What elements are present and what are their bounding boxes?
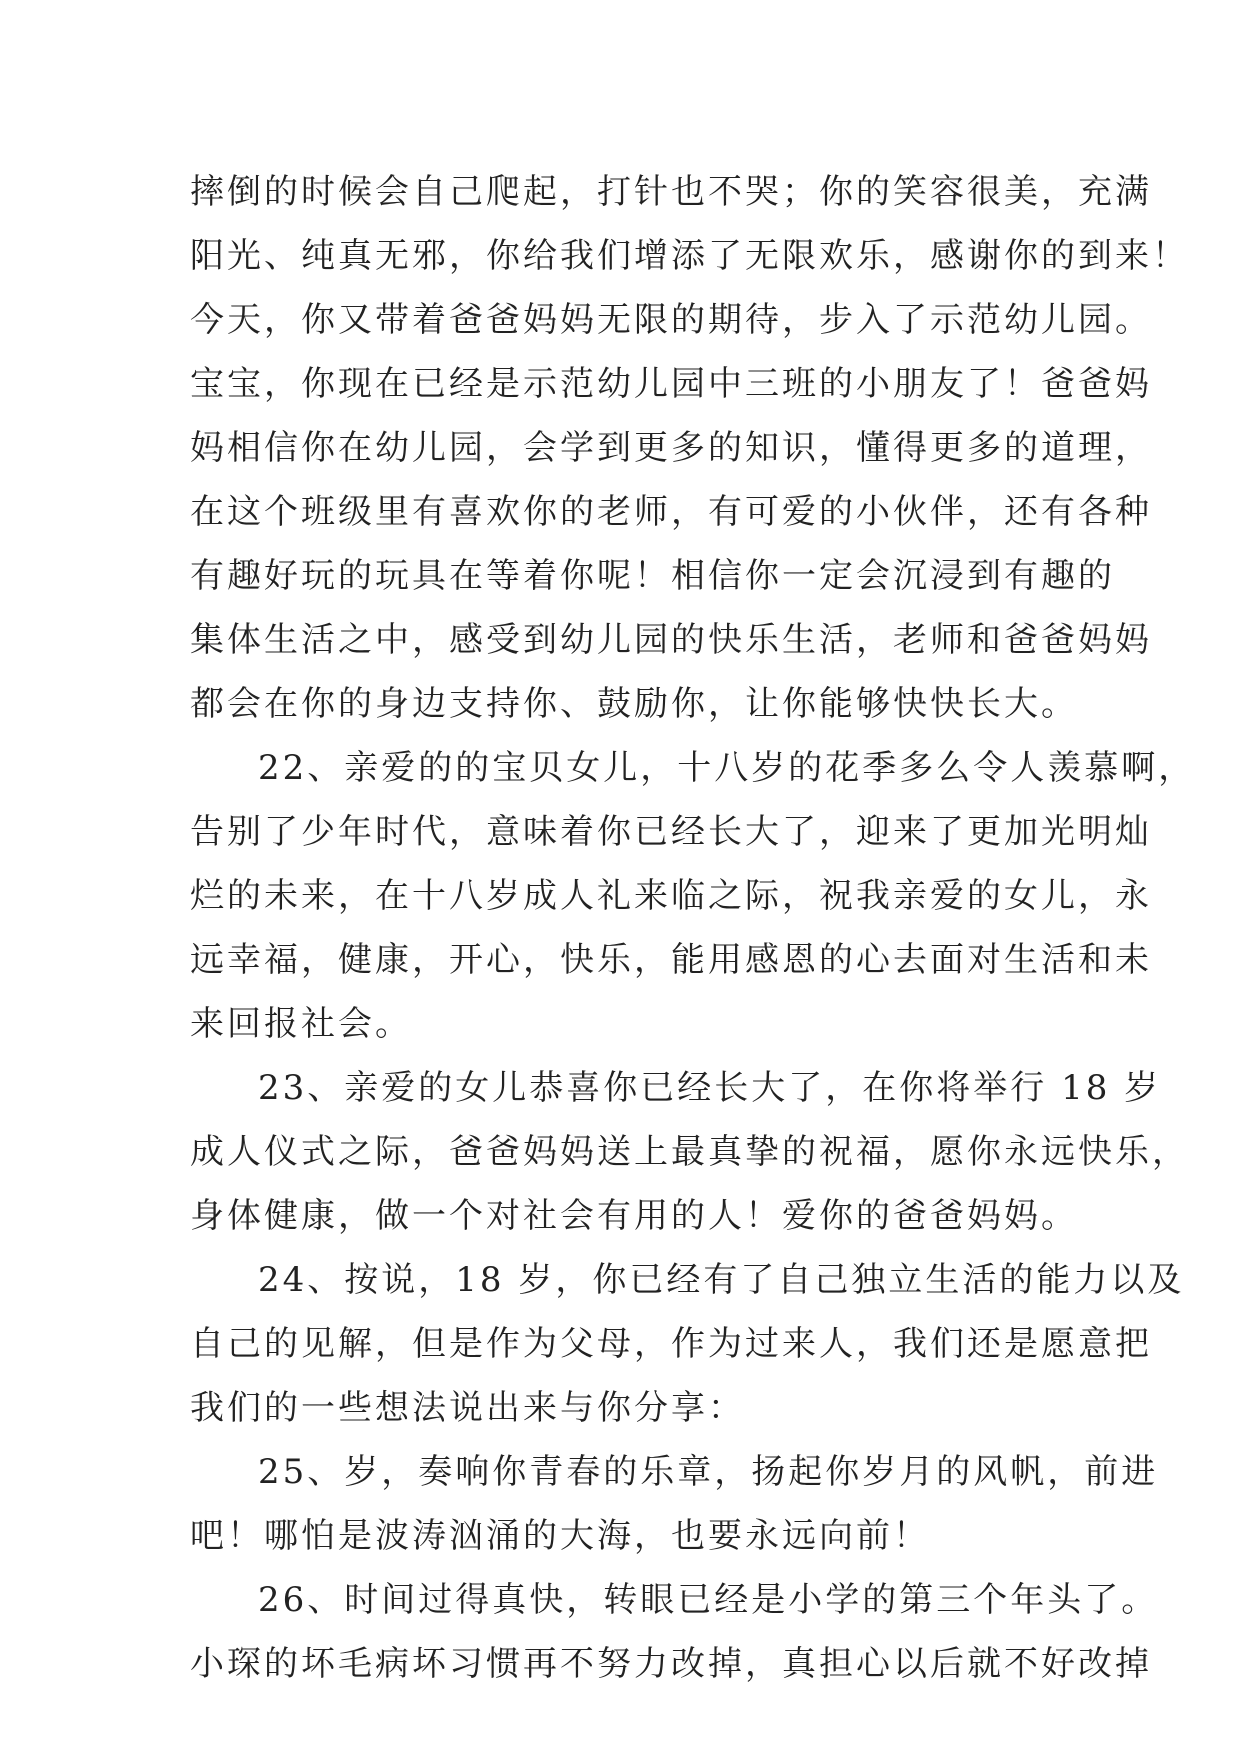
text-line: 告别了少年时代，意味着你已经长大了，迎来了更加光明灿: [190, 812, 1152, 852]
text-line: 烂的未来，在十八岁成人礼来临之际，祝我亲爱的女儿，永: [190, 876, 1152, 916]
text-line: 在这个班级里有喜欢你的老师，有可爱的小伙伴，还有各种: [190, 492, 1152, 532]
text-line: 来回报社会。: [190, 1004, 412, 1044]
paragraph-first-line: 22、亲爱的的宝贝女儿，十八岁的花季多么令人羡慕啊，: [258, 748, 1196, 788]
text-line: 集体生活之中，感受到幼儿园的快乐生活，老师和爸爸妈妈: [190, 620, 1152, 660]
text-line: 宝宝，你现在已经是示范幼儿园中三班的小朋友了！爸爸妈: [190, 364, 1152, 404]
text-line: 成人仪式之际，爸爸妈妈送上最真挚的祝福，愿你永远快乐，: [190, 1132, 1189, 1172]
paragraph-first-line: 24、按说，18 岁，你已经有了自己独立生活的能力以及: [258, 1260, 1185, 1300]
text-line: 自己的见解，但是作为父母，作为过来人，我们还是愿意把: [190, 1324, 1152, 1364]
text-line: 远幸福，健康，开心，快乐，能用感恩的心去面对生活和未: [190, 940, 1152, 980]
paragraph-first-line: 23、亲爱的女儿恭喜你已经长大了，在你将举行 18 岁: [258, 1068, 1162, 1108]
text-line: 都会在你的身边支持你、鼓励你，让你能够快快长大。: [190, 684, 1078, 724]
text-line: 小琛的坏毛病坏习惯再不努力改掉，真担心以后就不好改掉: [190, 1644, 1152, 1684]
document-body: [190, 160, 1196, 1696]
text-line: 吧！哪怕是波涛汹涌的大海，也要永远向前！: [190, 1516, 930, 1556]
text-line: 妈相信你在幼儿园，会学到更多的知识，懂得更多的道理，: [190, 428, 1152, 468]
text-line: 有趣好玩的玩具在等着你呢！相信你一定会沉浸到有趣的: [190, 556, 1115, 596]
paragraph-first-line: 25、岁，奏响你青春的乐章，扬起你岁月的风帆，前进: [258, 1452, 1159, 1492]
text-line: 今天，你又带着爸爸妈妈无限的期待，步入了示范幼儿园。: [190, 300, 1152, 340]
text-line: 阳光、纯真无邪，你给我们增添了无限欢乐，感谢你的到来！: [190, 236, 1189, 276]
text-line: 身体健康，做一个对社会有用的人！爱你的爸爸妈妈。: [190, 1196, 1078, 1236]
text-line: 摔倒的时候会自己爬起，打针也不哭；你的笑容很美，充满: [190, 172, 1152, 212]
text-line: 我们的一些想法说出来与你分享：: [190, 1388, 745, 1428]
paragraph-first-line: 26、时间过得真快，转眼已经是小学的第三个年头了。: [258, 1580, 1159, 1620]
